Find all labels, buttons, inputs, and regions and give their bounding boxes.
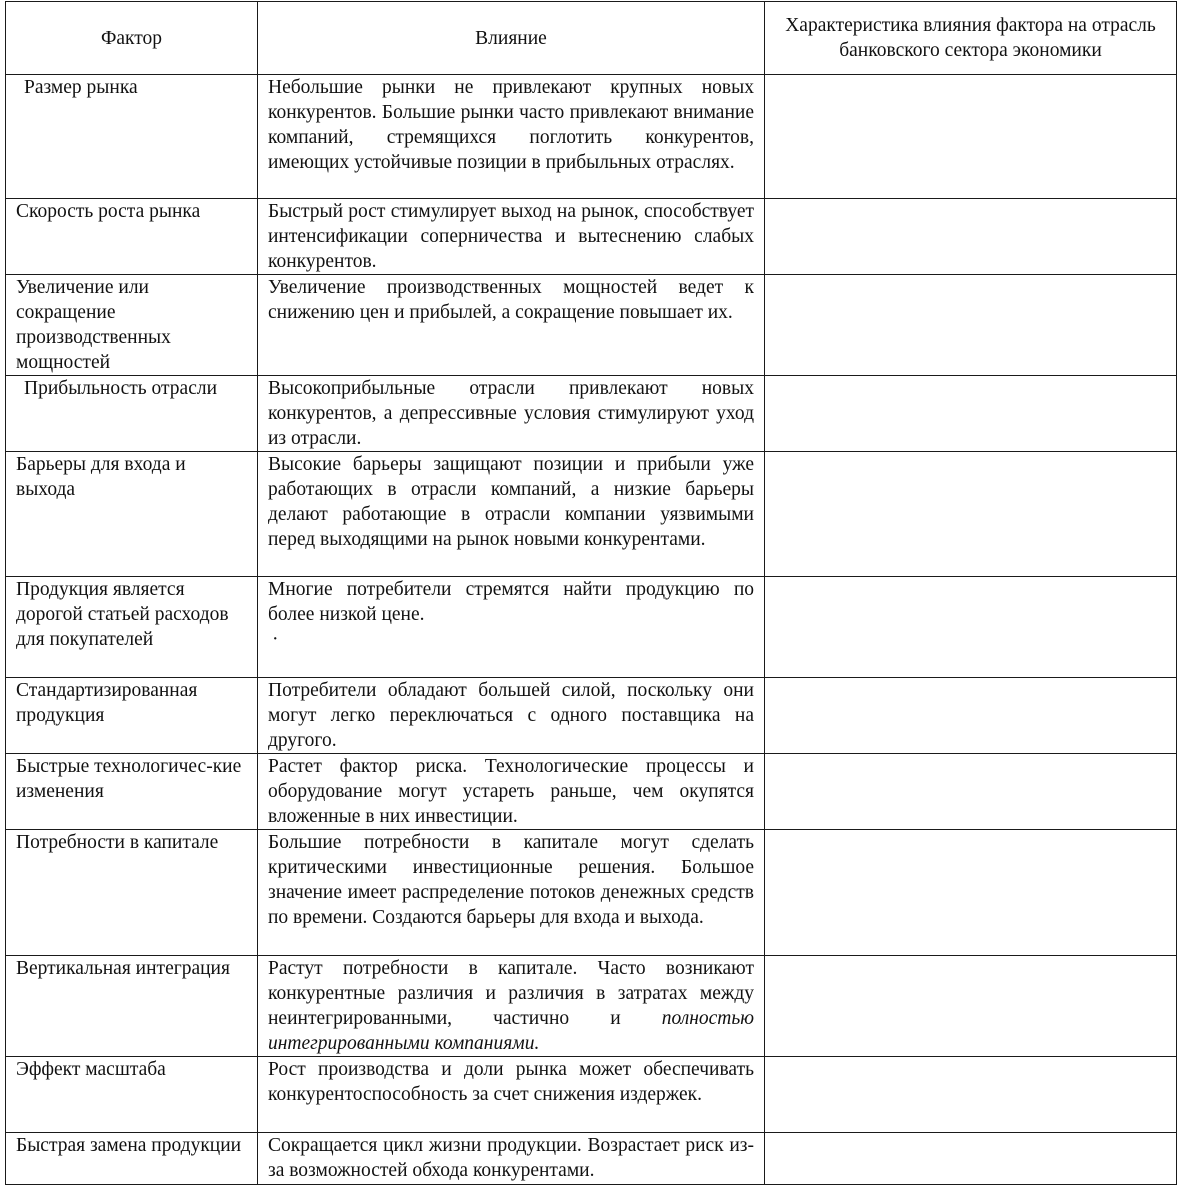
characteristic-cell[interactable] <box>765 1057 1177 1133</box>
table-row <box>6 1057 1177 1133</box>
table-row <box>6 577 1177 678</box>
characteristic-cell[interactable] <box>765 577 1177 678</box>
table-row <box>6 275 1177 376</box>
impact-cell: Увеличение производственных мощностей ведет к снижению цен и прибылей, а сокращение повышает их. <box>258 275 765 376</box>
header-factor: Фактор <box>6 2 258 75</box>
factor-cell: Размер рынка <box>6 75 258 199</box>
table-row <box>6 754 1177 830</box>
impact-text: Многие потребители стремятся найти продукцию по более низкой цене. <box>268 579 754 625</box>
characteristic-cell[interactable] <box>765 956 1177 1057</box>
characteristic-cell[interactable] <box>765 75 1177 199</box>
impact-cell: Высокие барьеры защищают позиции и прибыли уже работающих в отрасли компаний, а низкие барьеры делают работающие в отрасли компании уязвимыми перед выходящими на рынок новыми конкурентами. <box>258 452 765 577</box>
header-impact: Влияние <box>258 2 765 75</box>
factor-cell: Продукция является дорогой статьей расходов для покупателей <box>6 577 258 678</box>
factor-cell: Прибыльность отрасли <box>6 376 258 452</box>
impact-text-italic: полностью интегрированными компаниями. <box>268 1008 754 1054</box>
factor-cell: Эффект масштаба <box>6 1057 258 1133</box>
characteristic-cell[interactable] <box>765 275 1177 376</box>
table-row <box>6 452 1177 577</box>
factor-cell: Вертикальная интеграция <box>6 956 258 1057</box>
factor-cell: Потребности в капитале <box>6 830 258 956</box>
impact-cell: Быстрый рост стимулирует выход на рынок, способствует интенсификации соперничества и вытеснению слабых конкурентов. <box>258 199 765 275</box>
factors-table <box>5 1 1177 1185</box>
impact-cell <box>258 577 765 678</box>
characteristic-cell[interactable] <box>765 830 1177 956</box>
factor-cell: Быстрая замена продукции <box>6 1133 258 1185</box>
table-row <box>6 678 1177 754</box>
impact-cell: Потребители обладают большей силой, поскольку они могут легко переключаться с одного поставщика на другого. <box>258 678 765 754</box>
characteristic-cell[interactable] <box>765 376 1177 452</box>
factor-cell: Увеличение или сокращение производственных мощностей <box>6 275 258 376</box>
characteristic-cell[interactable] <box>765 754 1177 830</box>
stray-mark: · <box>272 629 279 650</box>
factor-cell: Барьеры для входа и выхода <box>6 452 258 577</box>
impact-cell: Высокоприбыльные отрасли привлекают новых конкурентов, а депрессивные условия стимулируют уход из отрасли. <box>258 376 765 452</box>
characteristic-cell[interactable] <box>765 199 1177 275</box>
characteristic-cell[interactable] <box>765 452 1177 577</box>
header-characteristic: Характеристика влияния фактора на отрасль банковского сектора экономики <box>765 2 1177 75</box>
impact-cell: Растет фактор риска. Технологические процессы и оборудование могут устареть раньше, чем окупятся вложенные в них инвестиции. <box>258 754 765 830</box>
factor-cell: Быстрые технологичес-кие изменения <box>6 754 258 830</box>
factor-cell: Стандартизированная продукция <box>6 678 258 754</box>
table-row <box>6 956 1177 1057</box>
table-row <box>6 376 1177 452</box>
impact-text: Растут потребности в капитале. Часто возникают конкурентные различия и различия в затратах между неинтегрированными, частично и <box>268 958 754 1029</box>
impact-cell <box>258 956 765 1057</box>
impact-cell: Сокращается цикл жизни продукции. Возрастает риск из-за возможностей обхода конкурентами. <box>258 1133 765 1185</box>
impact-cell: Большие потребности в капитале могут сделать критическими инвестиционные решения. Большое значение имеет распределение потоков денежных средств по времени. Создаются барьеры для входа и выхода. <box>258 830 765 956</box>
characteristic-cell[interactable] <box>765 1133 1177 1185</box>
table-row <box>6 1133 1177 1185</box>
table-row <box>6 199 1177 275</box>
impact-cell: Рост производства и доли рынка может обеспечивать конкурентоспособность за счет снижения издержек. <box>258 1057 765 1133</box>
table-header-row <box>6 2 1177 75</box>
table-row <box>6 75 1177 199</box>
characteristic-cell[interactable] <box>765 678 1177 754</box>
factor-cell: Скорость роста рынка <box>6 199 258 275</box>
table-row <box>6 830 1177 956</box>
impact-cell: Небольшие рынки не привлекают крупных новых конкурентов. Большие рынки часто привлекают внимание компаний, стремящихся поглотить конкурентов, имеющих устойчивые позиции в прибыльных отраслях. <box>258 75 765 199</box>
